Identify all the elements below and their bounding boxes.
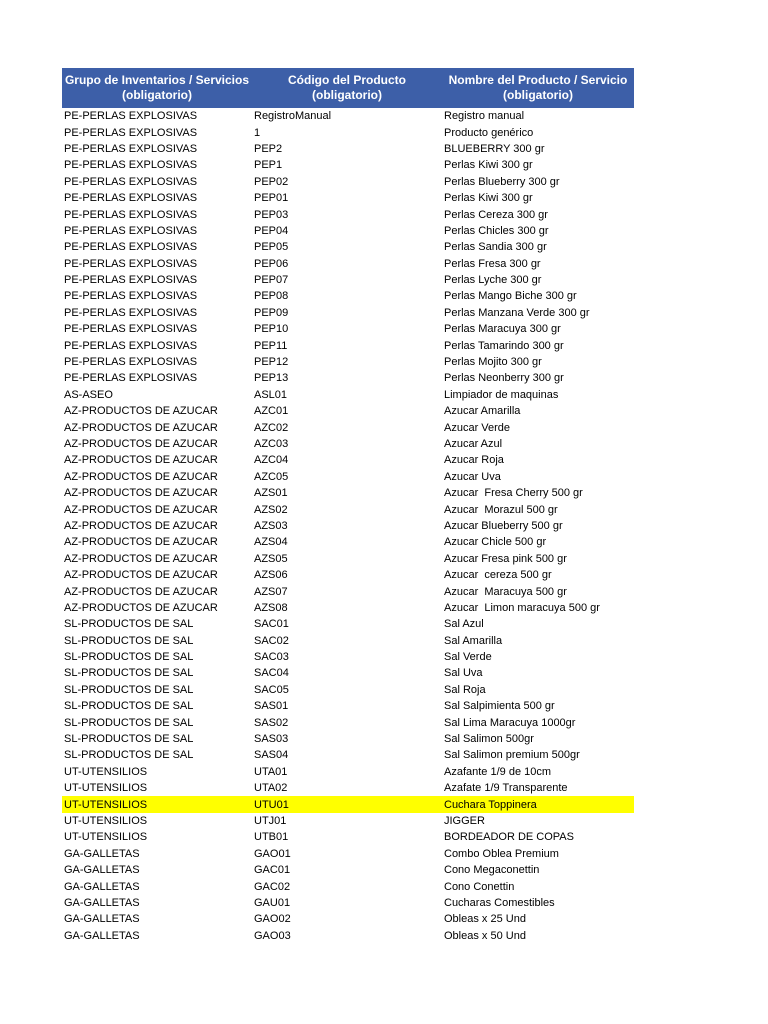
cell-codigo[interactable]: UTA02 <box>254 782 288 795</box>
cell-codigo[interactable]: AZS01 <box>254 487 288 500</box>
cell-grupo[interactable]: AZ-PRODUCTOS DE AZUCAR <box>64 536 218 549</box>
table-row[interactable] <box>62 485 634 501</box>
cell-nombre[interactable]: Sal Salimon premium 500gr <box>444 749 580 762</box>
cell-grupo[interactable]: PE-PERLAS EXPLOSIVAS <box>64 175 198 188</box>
cell-grupo[interactable]: UT-UTENSILIOS <box>64 798 148 811</box>
table-row[interactable] <box>62 846 634 862</box>
cell-codigo[interactable]: AZS07 <box>254 585 288 598</box>
cell-codigo[interactable]: GAO02 <box>254 913 291 926</box>
cell-grupo[interactable]: PE-PERLAS EXPLOSIVAS <box>64 274 198 287</box>
table-row[interactable] <box>62 780 634 796</box>
table-row[interactable] <box>62 551 634 567</box>
table-row[interactable] <box>62 616 634 632</box>
cell-grupo[interactable]: PE-PERLAS EXPLOSIVAS <box>64 110 198 123</box>
cell-nombre[interactable]: Perlas Maracuya 300 gr <box>444 323 561 336</box>
cell-codigo[interactable]: PEP05 <box>254 241 289 254</box>
cell-codigo[interactable]: PEP02 <box>254 175 289 188</box>
cell-nombre[interactable]: Sal Amarilla <box>444 634 503 647</box>
cell-grupo[interactable]: PE-PERLAS EXPLOSIVAS <box>64 290 198 303</box>
cell-codigo[interactable]: PEP01 <box>254 192 289 205</box>
table-row[interactable] <box>62 518 634 534</box>
table-row[interactable] <box>62 305 634 321</box>
cell-grupo[interactable]: AZ-PRODUCTOS DE AZUCAR <box>64 405 218 418</box>
cell-codigo[interactable]: AZC01 <box>254 405 289 418</box>
cell-nombre[interactable]: Combo Oblea Premium <box>444 847 559 860</box>
cell-codigo[interactable]: AZS05 <box>254 552 288 565</box>
cell-grupo[interactable]: AZ-PRODUCTOS DE AZUCAR <box>64 470 218 483</box>
cell-codigo[interactable]: PEP04 <box>254 224 289 237</box>
cell-nombre[interactable]: BORDEADOR DE COPAS <box>444 831 574 844</box>
cell-codigo[interactable]: UTB01 <box>254 831 289 844</box>
cell-nombre[interactable]: Perlas Blueberry 300 gr <box>444 175 560 188</box>
cell-grupo[interactable]: UT-UTENSILIOS <box>64 831 148 844</box>
table-row[interactable] <box>62 354 634 370</box>
cell-nombre[interactable]: Perlas Sandia 300 gr <box>444 241 547 254</box>
cell-grupo[interactable]: GA-GALLETAS <box>64 913 140 926</box>
cell-nombre[interactable]: Perlas Lyche 300 gr <box>444 274 542 287</box>
cell-grupo[interactable]: GA-GALLETAS <box>64 847 140 860</box>
table-row[interactable] <box>62 436 634 452</box>
table-row[interactable] <box>62 403 634 419</box>
cell-grupo[interactable]: PE-PERLAS EXPLOSIVAS <box>64 159 198 172</box>
cell-nombre[interactable]: Sal Lima Maracuya 1000gr <box>444 716 576 729</box>
cell-nombre[interactable]: Azafate 1/9 Transparente <box>444 782 568 795</box>
cell-codigo[interactable]: AZC02 <box>254 421 289 434</box>
cell-grupo[interactable]: AZ-PRODUCTOS DE AZUCAR <box>64 438 218 450</box>
cell-grupo[interactable]: PE-PERLAS EXPLOSIVAS <box>64 306 198 319</box>
cell-grupo[interactable]: PE-PERLAS EXPLOSIVAS <box>64 224 198 237</box>
cell-nombre[interactable]: Azucar Fresa pink 500 gr <box>444 552 567 565</box>
cell-nombre[interactable]: Azucar Fresa Cherry 500 gr <box>444 487 583 500</box>
table-row[interactable] <box>62 665 634 681</box>
cell-nombre[interactable]: Perlas Kiwi 300 gr <box>444 192 533 205</box>
cell-codigo[interactable]: UTU01 <box>254 798 289 811</box>
header-grupo: Grupo de Inventarios / Servicios (obligatorio) <box>64 73 250 102</box>
table-row[interactable] <box>62 714 634 730</box>
cell-nombre[interactable]: Azucar Verde <box>444 421 511 434</box>
cell-nombre[interactable]: Azafante 1/9 de 10cm <box>444 765 552 778</box>
table-row[interactable] <box>62 911 634 927</box>
table-row[interactable] <box>62 731 634 747</box>
cell-grupo[interactable]: UT-UTENSILIOS <box>64 814 148 827</box>
cell-grupo[interactable]: PE-PERLAS EXPLOSIVAS <box>64 339 198 352</box>
table-row[interactable] <box>62 764 634 780</box>
cell-codigo[interactable]: RegistroManual <box>254 110 332 123</box>
product-table <box>62 68 634 944</box>
cell-codigo[interactable]: ASL01 <box>254 388 288 401</box>
cell-nombre[interactable]: Azucar Blueberry 500 gr <box>444 519 563 532</box>
cell-grupo[interactable]: SL-PRODUCTOS DE SAL <box>64 667 194 680</box>
table-row[interactable] <box>62 419 634 435</box>
table-row[interactable] <box>62 272 634 288</box>
table-row[interactable] <box>62 682 634 698</box>
cell-grupo[interactable]: GA-GALLETAS <box>64 864 140 877</box>
table-row[interactable] <box>62 747 634 763</box>
cell-codigo[interactable]: UTA01 <box>254 765 288 778</box>
cell-nombre[interactable]: Azucar Chicle 500 gr <box>444 536 547 549</box>
cell-nombre[interactable]: Perlas Kiwi 300 gr <box>444 159 533 172</box>
table-header <box>62 68 634 108</box>
table-row[interactable] <box>62 633 634 649</box>
cell-grupo[interactable]: SL-PRODUCTOS DE SAL <box>64 733 194 746</box>
cell-nombre[interactable]: Azucar Morazul 500 gr <box>444 503 558 516</box>
cell-grupo[interactable]: SL-PRODUCTOS DE SAL <box>64 651 194 664</box>
cell-grupo[interactable]: PE-PERLAS EXPLOSIVAS <box>64 356 198 369</box>
cell-codigo[interactable]: PEP03 <box>254 208 289 221</box>
cell-nombre[interactable]: Azucar Azul <box>444 438 503 450</box>
table-body <box>62 108 634 944</box>
table-row[interactable] <box>62 256 634 272</box>
cell-nombre[interactable]: Obleas x 25 Und <box>444 913 526 926</box>
cell-grupo[interactable]: PE-PERLAS EXPLOSIVAS <box>64 192 198 205</box>
cell-grupo[interactable]: SL-PRODUCTOS DE SAL <box>64 749 194 762</box>
cell-codigo[interactable]: PEP07 <box>254 274 289 287</box>
cell-nombre[interactable]: BLUEBERRY 300 gr <box>444 142 545 155</box>
cell-codigo[interactable]: AZS04 <box>254 536 288 549</box>
table-row[interactable] <box>62 190 634 206</box>
cell-nombre[interactable]: Sal Salpimienta 500 gr <box>444 700 555 713</box>
table-row[interactable] <box>62 337 634 353</box>
table-row[interactable] <box>62 452 634 468</box>
cell-codigo[interactable]: SAC03 <box>254 651 289 664</box>
cell-nombre[interactable]: Perlas Tamarindo 300 gr <box>444 339 564 352</box>
table-row[interactable] <box>62 174 634 190</box>
cell-codigo[interactable]: SAC05 <box>254 683 289 696</box>
cell-codigo[interactable]: SAS03 <box>254 733 289 746</box>
table-row[interactable] <box>62 288 634 304</box>
cell-nombre[interactable]: Sal Salimon 500gr <box>444 733 534 746</box>
cell-nombre[interactable]: Sal Roja <box>444 683 486 696</box>
table-row[interactable] <box>62 141 634 157</box>
table-row[interactable] <box>62 829 634 845</box>
cell-codigo[interactable]: AZS03 <box>254 519 288 532</box>
table-row[interactable] <box>62 813 634 829</box>
cell-nombre[interactable]: Registro manual <box>444 110 525 123</box>
table-row[interactable] <box>62 600 634 616</box>
cell-grupo[interactable]: AZ-PRODUCTOS DE AZUCAR <box>64 487 218 500</box>
cell-codigo[interactable]: PEP10 <box>254 323 289 336</box>
cell-grupo[interactable]: AZ-PRODUCTOS DE AZUCAR <box>64 601 218 614</box>
cell-codigo[interactable]: GAC01 <box>254 864 291 877</box>
table-row[interactable] <box>62 206 634 222</box>
cell-codigo[interactable]: SAS04 <box>254 749 289 762</box>
cell-nombre[interactable]: Sal Uva <box>444 667 483 680</box>
cell-grupo[interactable]: AZ-PRODUCTOS DE AZUCAR <box>64 421 218 434</box>
cell-grupo[interactable]: GA-GALLETAS <box>64 929 140 942</box>
cell-grupo[interactable]: PE-PERLAS EXPLOSIVAS <box>64 208 198 221</box>
table-row[interactable] <box>62 157 634 173</box>
header-codigo: Código del Producto (obligatorio) <box>288 73 406 102</box>
cell-codigo[interactable]: AZC03 <box>254 438 289 450</box>
table-row[interactable] <box>62 321 634 337</box>
cell-codigo[interactable]: SAC01 <box>254 618 289 631</box>
cell-grupo[interactable]: GA-GALLETAS <box>64 896 140 909</box>
cell-codigo[interactable]: PEP1 <box>254 159 283 172</box>
cell-codigo[interactable]: AZS02 <box>254 503 288 516</box>
cell-nombre[interactable]: JIGGER <box>444 814 485 827</box>
cell-grupo[interactable]: SL-PRODUCTOS DE SAL <box>64 716 194 729</box>
cell-codigo[interactable]: GAU01 <box>254 896 291 909</box>
table-row[interactable] <box>62 583 634 599</box>
cell-nombre[interactable]: Cucharas Comestibles <box>444 896 555 909</box>
cell-codigo[interactable]: PEP06 <box>254 257 289 270</box>
cell-codigo[interactable]: AZS08 <box>254 601 288 614</box>
table-row[interactable] <box>62 649 634 665</box>
cell-grupo[interactable]: SL-PRODUCTOS DE SAL <box>64 700 194 713</box>
cell-grupo[interactable]: UT-UTENSILIOS <box>64 765 148 778</box>
cell-codigo[interactable]: PEP13 <box>254 372 289 385</box>
cell-codigo[interactable]: PEP08 <box>254 290 289 303</box>
table-row[interactable] <box>62 239 634 255</box>
cell-nombre[interactable]: Perlas Neonberry 300 gr <box>444 372 564 385</box>
cell-codigo[interactable]: 1 <box>254 126 261 139</box>
cell-nombre[interactable]: Cuchara Toppinera <box>444 798 537 811</box>
table-row[interactable] <box>62 698 634 714</box>
cell-codigo[interactable]: PEP09 <box>254 306 289 319</box>
table-row[interactable] <box>62 862 634 878</box>
cell-nombre[interactable]: Cono Conettin <box>444 880 515 893</box>
cell-grupo[interactable]: AZ-PRODUCTOS DE AZUCAR <box>64 503 218 516</box>
cell-nombre[interactable]: Sal Verde <box>444 651 492 664</box>
cell-grupo[interactable]: PE-PERLAS EXPLOSIVAS <box>64 126 198 139</box>
cell-nombre[interactable]: Perlas Manzana Verde 300 gr <box>444 306 590 319</box>
cell-grupo[interactable]: AZ-PRODUCTOS DE AZUCAR <box>64 569 218 582</box>
cell-grupo[interactable]: SL-PRODUCTOS DE SAL <box>64 634 194 647</box>
table-row[interactable] <box>62 124 634 140</box>
cell-grupo[interactable]: PE-PERLAS EXPLOSIVAS <box>64 372 198 385</box>
cell-grupo[interactable]: SL-PRODUCTOS DE SAL <box>64 683 194 696</box>
cell-nombre[interactable]: Perlas Mango Biche 300 gr <box>444 290 577 303</box>
cell-codigo[interactable]: SAS01 <box>254 700 289 713</box>
header-nombre: Nombre del Producto / Servicio (obligatorio) <box>448 73 628 102</box>
table-row[interactable] <box>62 501 634 517</box>
cell-nombre[interactable]: Perlas Mojito 300 gr <box>444 356 542 369</box>
table-row[interactable] <box>62 108 634 124</box>
cell-grupo[interactable]: PE-PERLAS EXPLOSIVAS <box>64 323 198 336</box>
cell-codigo[interactable]: PEP12 <box>254 356 289 369</box>
cell-codigo[interactable]: AZS06 <box>254 569 288 582</box>
cell-nombre[interactable]: Azucar Maracuya 500 gr <box>444 585 567 598</box>
cell-nombre[interactable]: Azucar Limon maracuya 500 gr <box>444 601 600 614</box>
cell-nombre[interactable]: Limpiador de maquinas <box>444 388 559 401</box>
cell-codigo[interactable]: GAO03 <box>254 929 291 942</box>
cell-codigo[interactable]: AZC04 <box>254 454 289 467</box>
table-row[interactable] <box>62 534 634 550</box>
cell-grupo[interactable]: AZ-PRODUCTOS DE AZUCAR <box>64 454 218 467</box>
cell-nombre[interactable]: Perlas Fresa 300 gr <box>444 257 541 270</box>
table-row[interactable] <box>62 387 634 403</box>
table-row[interactable] <box>62 223 634 239</box>
cell-nombre[interactable]: Azucar Amarilla <box>444 405 521 418</box>
table-row[interactable] <box>62 928 634 944</box>
cell-grupo[interactable]: AZ-PRODUCTOS DE AZUCAR <box>64 552 218 565</box>
table-row[interactable] <box>62 895 634 911</box>
cell-codigo[interactable]: UTJ01 <box>254 814 287 827</box>
table-row[interactable] <box>62 796 634 812</box>
cell-grupo[interactable]: PE-PERLAS EXPLOSIVAS <box>64 241 198 254</box>
cell-grupo[interactable]: UT-UTENSILIOS <box>64 782 148 795</box>
table-row[interactable] <box>62 469 634 485</box>
table-row[interactable] <box>62 567 634 583</box>
cell-grupo[interactable]: PE-PERLAS EXPLOSIVAS <box>64 257 198 270</box>
cell-codigo[interactable]: PEP2 <box>254 142 283 155</box>
cell-nombre[interactable]: Azucar Uva <box>444 470 501 483</box>
cell-nombre[interactable]: Perlas Chicles 300 gr <box>444 224 549 237</box>
cell-grupo[interactable]: AZ-PRODUCTOS DE AZUCAR <box>64 585 218 598</box>
cell-nombre[interactable]: Azucar cereza 500 gr <box>444 569 552 582</box>
cell-grupo[interactable]: GA-GALLETAS <box>64 880 140 893</box>
table-row[interactable] <box>62 370 634 386</box>
cell-grupo[interactable]: AZ-PRODUCTOS DE AZUCAR <box>64 519 218 532</box>
cell-codigo[interactable]: GAC02 <box>254 880 291 893</box>
cell-nombre[interactable]: Sal Azul <box>444 618 484 631</box>
cell-codigo[interactable]: GAO01 <box>254 847 291 860</box>
cell-nombre[interactable]: Azucar Roja <box>444 454 504 467</box>
cell-nombre[interactable]: Producto genérico <box>444 126 534 139</box>
cell-codigo[interactable]: AZC05 <box>254 470 289 483</box>
cell-grupo[interactable]: PE-PERLAS EXPLOSIVAS <box>64 142 198 155</box>
cell-codigo[interactable]: SAS02 <box>254 716 289 729</box>
cell-codigo[interactable]: SAC02 <box>254 634 289 647</box>
cell-nombre[interactable]: Perlas Cereza 300 gr <box>444 208 548 221</box>
cell-codigo[interactable]: PEP11 <box>254 339 288 352</box>
cell-grupo[interactable]: SL-PRODUCTOS DE SAL <box>64 618 194 631</box>
cell-nombre[interactable]: Obleas x 50 Und <box>444 929 526 942</box>
table-row[interactable] <box>62 878 634 894</box>
cell-nombre[interactable]: Cono Megaconettin <box>444 864 540 877</box>
cell-grupo[interactable]: AS-ASEO <box>64 388 113 401</box>
cell-codigo[interactable]: SAC04 <box>254 667 289 680</box>
